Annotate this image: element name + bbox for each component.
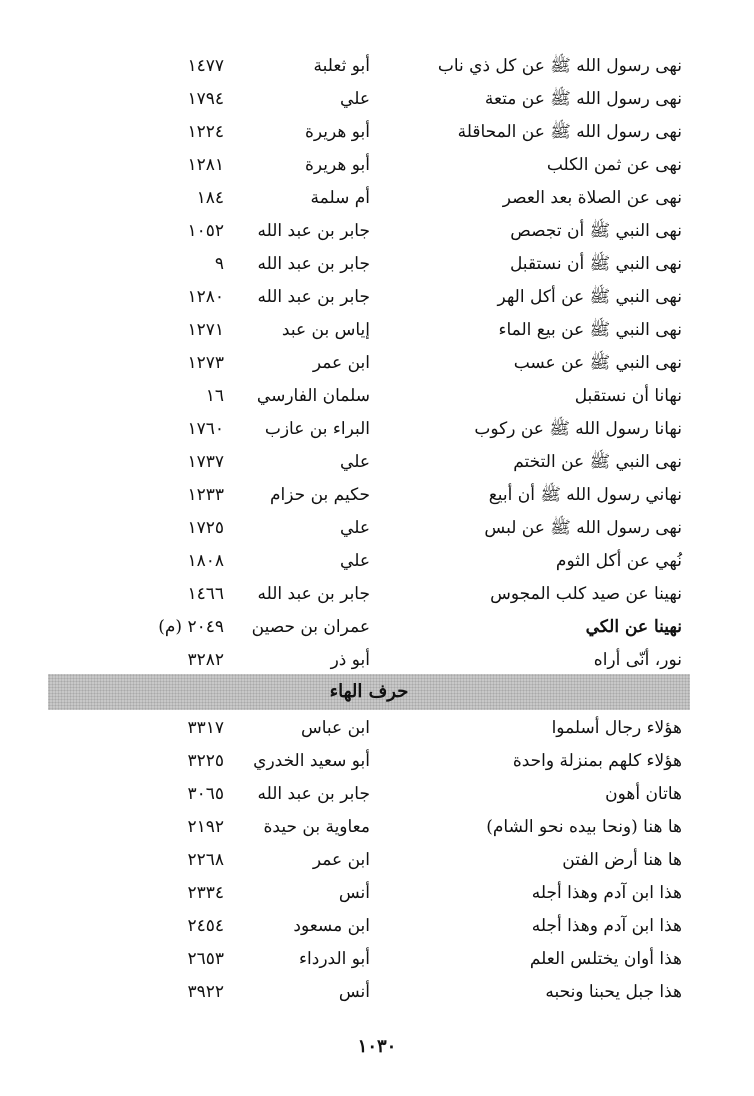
hadith-incipit: نهى النبي ﷺ أن نستقبل xyxy=(509,254,682,274)
hadith-incipit: نهانا رسول الله ﷺ عن ركوب xyxy=(474,419,682,439)
hadith-incipit: نهى عن ثمن الكلب xyxy=(546,155,682,175)
hadith-number: ١٤٦٦ xyxy=(187,584,224,604)
hadith-incipit: هاتان أهون xyxy=(605,784,682,804)
index-row xyxy=(0,380,754,413)
hadith-number: ١٨٤ xyxy=(196,188,224,208)
hadith-number: ١٢٨٠ xyxy=(187,287,224,307)
narrator-name: أم سلمة xyxy=(310,188,370,208)
hadith-number: ٣٩٢٢ xyxy=(187,982,224,1002)
hadith-incipit: هؤلاء رجال أسلموا xyxy=(551,718,682,738)
index-row xyxy=(0,248,754,281)
index-row xyxy=(0,943,754,976)
hadith-incipit: نهى النبي ﷺ عن عسب xyxy=(513,353,682,373)
index-row xyxy=(0,778,754,811)
narrator-name: جابر بن عبد الله xyxy=(257,221,370,241)
section-heading: حرف الهاء xyxy=(329,681,409,702)
index-row xyxy=(0,446,754,479)
narrator-name: معاوية بن حيدة xyxy=(263,817,370,837)
hadith-number: ٢٤٥٤ xyxy=(187,916,224,936)
hadith-incipit: نهينا عن صيد كلب المجوس xyxy=(490,584,682,604)
hadith-incipit: نهانا أن نستقبل xyxy=(574,386,682,406)
index-row xyxy=(0,545,754,578)
narrator-name: علي xyxy=(340,518,370,538)
hadith-number: ١٢٧١ xyxy=(187,320,224,340)
hadith-number: ١٧٦٠ xyxy=(187,419,224,439)
narrator-name: أبو الدرداء xyxy=(299,949,370,969)
index-row xyxy=(0,149,754,182)
hadith-number: ١٦ xyxy=(205,386,224,406)
narrator-name: ابن عمر xyxy=(312,353,370,373)
narrator-name: جابر بن عبد الله xyxy=(257,584,370,604)
index-row xyxy=(0,745,754,778)
narrator-name: أبو ثعلبة xyxy=(313,56,370,76)
narrator-name: أبو سعيد الخدري xyxy=(253,751,370,771)
hadith-incipit: نهى رسول الله ﷺ عن كل ذي ناب xyxy=(437,56,682,76)
hadith-number: ١٤٧٧ xyxy=(187,56,224,76)
narrator-name: علي xyxy=(340,89,370,109)
narrator-name: جابر بن عبد الله xyxy=(257,784,370,804)
hadith-number: ٣٠٦٥ xyxy=(187,784,224,804)
index-row xyxy=(0,182,754,215)
narrator-name: أبو هريرة xyxy=(304,122,370,142)
section-heading-bar xyxy=(48,674,690,710)
hadith-incipit: هذا ابن آدم وهذا أجله xyxy=(531,916,682,936)
hadith-number: ٢٢٦٨ xyxy=(187,850,224,870)
hadith-index-rows-bottom xyxy=(0,712,754,1009)
hadith-incipit: ها هنا (ونحا بيده نحو الشام) xyxy=(486,817,682,837)
hadith-number: ٣٢٢٥ xyxy=(187,751,224,771)
hadith-incipit: نهى رسول الله ﷺ عن المحاقلة xyxy=(457,122,682,142)
hadith-incipit: نهى النبي ﷺ عن بيع الماء xyxy=(498,320,682,340)
hadith-incipit: هذا جبل يحبنا ونحبه xyxy=(545,982,682,1002)
hadith-incipit: نهى النبي ﷺ عن التختم xyxy=(513,452,682,472)
index-row xyxy=(0,910,754,943)
narrator-name: ابن عباس xyxy=(300,718,370,738)
hadith-number: ٢٠٤٩ (م) xyxy=(158,617,224,637)
hadith-index-rows-top xyxy=(0,50,754,677)
narrator-name: البراء بن عازب xyxy=(264,419,370,439)
index-row xyxy=(0,976,754,1009)
hadith-number: ٢٣٣٤ xyxy=(187,883,224,903)
index-row xyxy=(0,844,754,877)
hadith-number: ٩ xyxy=(214,254,224,274)
hadith-incipit: نهى رسول الله ﷺ عن متعة xyxy=(484,89,682,109)
hadith-number: ١٧٢٥ xyxy=(187,518,224,538)
index-row xyxy=(0,83,754,116)
hadith-incipit: نهى النبي ﷺ أن تجصص xyxy=(510,221,682,241)
narrator-name: أبو هريرة xyxy=(304,155,370,175)
hadith-number: ١٧٩٤ xyxy=(187,89,224,109)
hadith-incipit: هذا أوان يختلس العلم xyxy=(529,949,682,969)
index-row xyxy=(0,50,754,83)
index-row xyxy=(0,644,754,677)
index-row xyxy=(0,479,754,512)
hadith-incipit: نُهي عن أكل الثوم xyxy=(555,551,682,571)
index-row xyxy=(0,347,754,380)
hadith-incipit: نهى عن الصلاة بعد العصر xyxy=(502,188,682,208)
index-row xyxy=(0,314,754,347)
hadith-number: ١٠٥٢ xyxy=(187,221,224,241)
hadith-number: ١٨٠٨ xyxy=(187,551,224,571)
index-row xyxy=(0,877,754,910)
hadith-number: ١٢٧٣ xyxy=(187,353,224,373)
index-row xyxy=(0,281,754,314)
index-row xyxy=(0,811,754,844)
hadith-incipit: نور، أنّى أراه xyxy=(593,650,682,670)
narrator-name: جابر بن عبد الله xyxy=(257,254,370,274)
hadith-incipit: نهينا عن الكي xyxy=(585,617,682,637)
narrator-name: أنس xyxy=(338,883,370,903)
hadith-incipit: نهى رسول الله ﷺ عن لبس xyxy=(484,518,682,538)
hadith-number: ٢١٩٢ xyxy=(187,817,224,837)
narrator-name: علي xyxy=(340,452,370,472)
narrator-name: أبو ذر xyxy=(330,650,370,670)
narrator-name: ابن عمر xyxy=(312,850,370,870)
narrator-name: حكيم بن حزام xyxy=(270,485,370,505)
index-row xyxy=(0,512,754,545)
index-row xyxy=(0,712,754,745)
index-row xyxy=(0,116,754,149)
narrator-name: إياس بن عبد xyxy=(281,320,370,340)
narrator-name: ابن مسعود xyxy=(293,916,370,936)
hadith-number: ٢٦٥٣ xyxy=(187,949,224,969)
narrator-name: سلمان الفارسي xyxy=(256,386,370,406)
index-row xyxy=(0,611,754,644)
hadith-number: ٣٣١٧ xyxy=(187,718,224,738)
hadith-number: ١٢٨١ xyxy=(187,155,224,175)
index-row xyxy=(0,413,754,446)
hadith-number: ١٢٢٤ xyxy=(187,122,224,142)
hadith-incipit: هؤلاء كلهم بمنزلة واحدة xyxy=(512,751,682,771)
hadith-number: ١٢٣٣ xyxy=(187,485,224,505)
narrator-name: عمران بن حصين xyxy=(251,617,370,637)
narrator-name: أنس xyxy=(338,982,370,1002)
narrator-name: جابر بن عبد الله xyxy=(257,287,370,307)
index-row xyxy=(0,215,754,248)
index-row xyxy=(0,578,754,611)
narrator-name: علي xyxy=(340,551,370,571)
hadith-incipit: هذا ابن آدم وهذا أجله xyxy=(531,883,682,903)
hadith-number: ٣٢٨٢ xyxy=(187,650,224,670)
hadith-incipit: نهى النبي ﷺ عن أكل الهر xyxy=(497,287,682,307)
hadith-incipit: نهاني رسول الله ﷺ أن أبيع xyxy=(488,485,682,505)
hadith-number: ١٧٣٧ xyxy=(187,452,224,472)
page-number: ١٠٣٠ xyxy=(357,1036,397,1057)
hadith-incipit: ها هنا أرض الفتن xyxy=(562,850,682,870)
